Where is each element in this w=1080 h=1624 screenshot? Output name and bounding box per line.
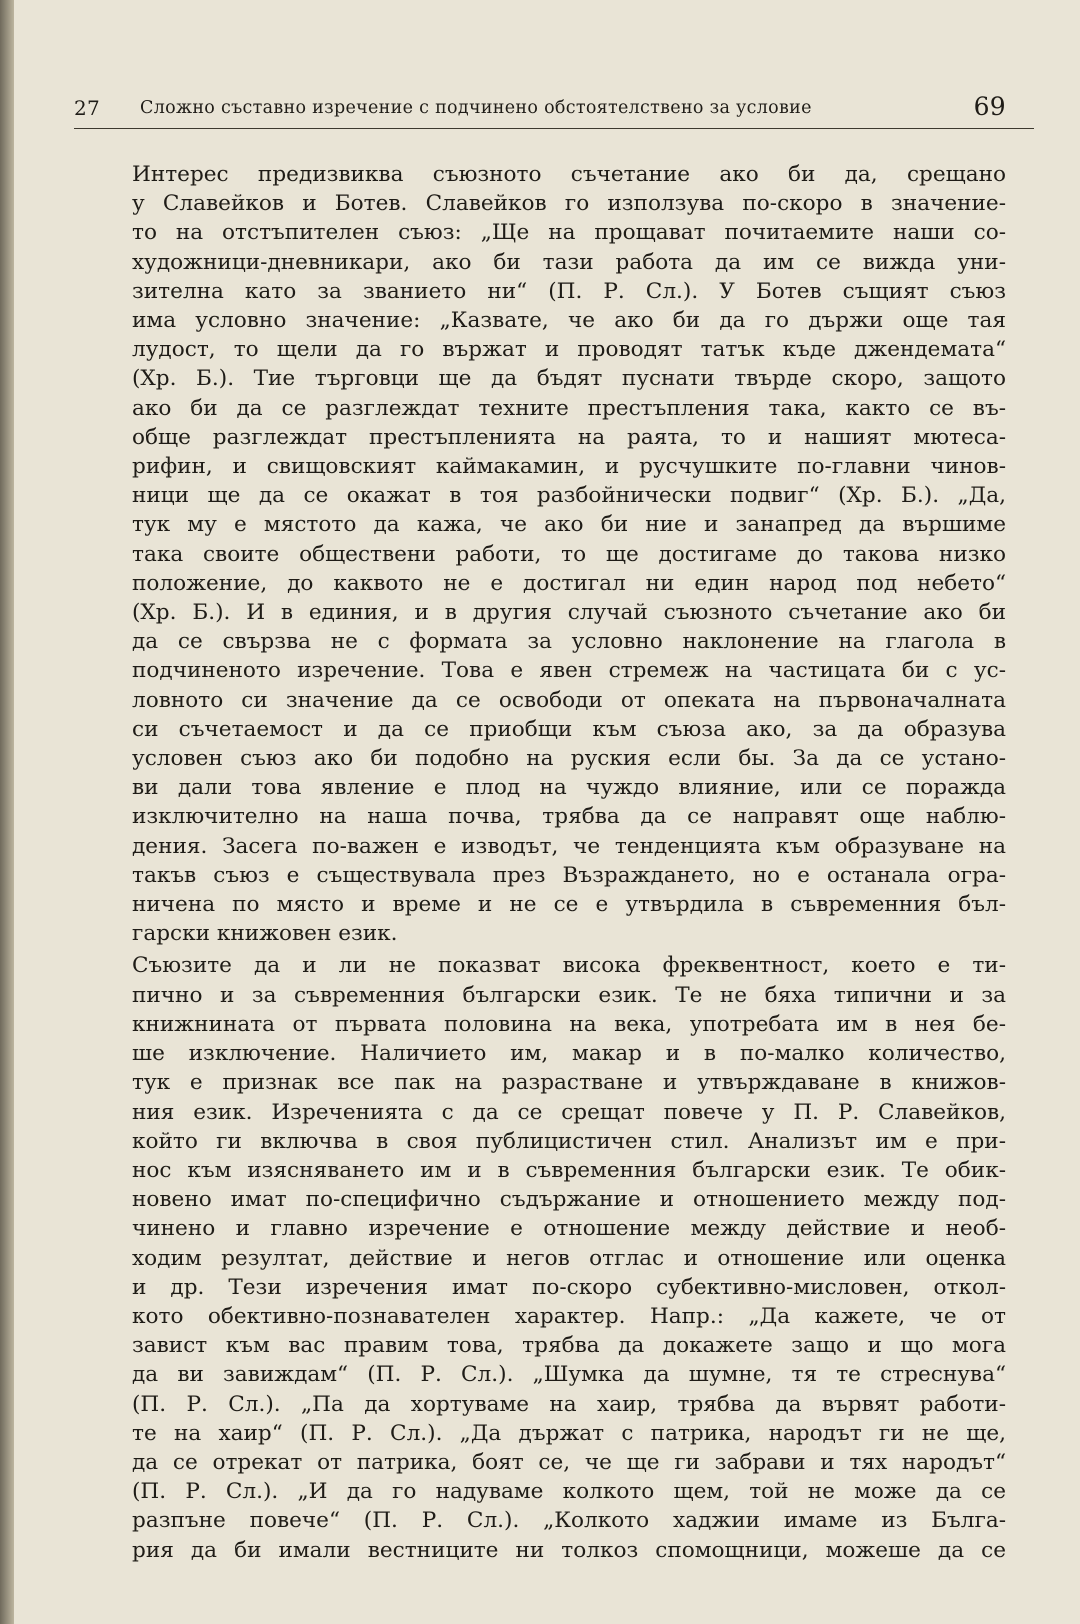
text-line: подчиненото изречение. Това е явен стремеж на частицата би с ус- <box>132 658 1006 684</box>
text-line: ако би да се разглеждат техните престъпления така, както се въ- <box>132 395 1006 421</box>
text-line: гарски книжовен език. <box>132 921 398 947</box>
text-line: да се отрекат от патрика, боят се, че ще ги забрави и тях народът“ <box>132 1449 1006 1475</box>
text-line: те на хаир“ (П. Р. Сл.). „Да държат с патрика, народът ги не ще, <box>132 1420 1006 1446</box>
text-line: зителна като за званието ни“ (П. Р. Сл.). У Ботев същият съюз <box>132 278 1006 304</box>
text-line: чинено и главно изречение е отношение между действие и необ- <box>132 1216 1006 1242</box>
page-number: 69 <box>973 92 1006 121</box>
text-line: ния език. Изреченията с да се срещат повече у П. Р. Славейков, <box>132 1099 1006 1125</box>
text-line: (Хр. Б.). И в единия, и в другия случай съюзното съчетание ако би <box>132 600 1006 626</box>
text-line: рия да би имали вестниците ни толкоз спомощници, можеше да се <box>132 1537 1006 1563</box>
text-line: ше изключение. Наличието им, макар и в по-малко количество, <box>132 1041 1006 1067</box>
text-line: условен съюз ако би подобно на руския если бы. За да се устано- <box>132 746 1006 772</box>
text-line: рифин, и свищовският каймакамин, и русчушките по-главни чинов- <box>132 454 1006 480</box>
text-line: нос към изясняването им и в съвременния български език. Те обик- <box>132 1157 1006 1183</box>
text-line: да се свързва не с формата за условно наклонение на глагола в <box>132 629 1006 655</box>
text-line: завист към вас правим това, трябва да докажете защо и що мога <box>132 1333 1006 1359</box>
book-page <box>14 0 1080 1624</box>
paragraph-1 <box>74 160 1006 948</box>
text-line: изключително на наша почва, трябва да се направят още наблю- <box>132 804 1006 830</box>
paragraph-2 <box>74 951 1006 1564</box>
text-line: който ги включва в своя публицистичен стил. Анализът им е при- <box>132 1128 1006 1154</box>
section-number: 27 <box>74 96 101 120</box>
text-line: ви дали това явление е плод на чуждо влияние, или се поражда <box>132 775 1006 801</box>
book-gutter-shadow <box>0 0 14 1624</box>
text-line: кото обективно-познавателен характер. Напр.: „Да кажете, че от <box>132 1303 1006 1329</box>
text-line: си съчетаемост и да се приобщи към съюза ако, за да образува <box>132 716 1006 742</box>
text-line: тук е признак все пак на разрастване и утвърждаване в книжов- <box>132 1070 1006 1096</box>
text-line: (П. Р. Сл.). „И да го надуваме колкото щем, той не може да се <box>132 1479 1006 1505</box>
text-line: книжнината от първата половина на века, употребата им в нея бе- <box>132 1011 1006 1037</box>
text-line: у Славейков и Ботев. Славейков го използува по-скоро в значение- <box>132 191 1006 217</box>
text-line: (П. Р. Сл.). „Па да хортуваме на хаир, трябва да вървят работи- <box>132 1391 1006 1417</box>
text-line: дения. Засега по-важен е изводът, че тенденцията към образуване на <box>132 833 1006 859</box>
text-line: то на отстъпителен съюз: „Ще на прощават почитаемите наши со- <box>132 220 1006 246</box>
text-line: такъв съюз е съществувала през Възраждането, но е останала огра- <box>132 862 1006 888</box>
text-line: да ви завиждам“ (П. Р. Сл.). „Шумка да шумне, тя те стреснува“ <box>132 1362 1006 1388</box>
text-line: (Хр. Б.). Тие търговци ще да бъдят пуснати твърде скоро, защото <box>132 366 1006 392</box>
running-header <box>74 92 1034 129</box>
text-line: ничена по място и време и не се е утвърдила в съвременния бъл- <box>132 892 1006 918</box>
text-line: положение, до каквото не е достигал ни един народ под небето“ <box>132 570 1006 596</box>
text-line: ници ще да се окажат в тоя разбойнически подвиг“ (Хр. Б.). „Да, <box>132 483 1006 509</box>
text-line: има условно значение: „Казвате, че ако би да го държи още тая <box>132 308 1006 334</box>
text-line: Интерес предизвиква съюзното съчетание ако би да, срещано <box>132 162 1006 187</box>
text-line: лудост, то щели да го вържат и проводят татък къде джендемата“ <box>132 337 1006 363</box>
text-line: ловното си значение да се освободи от опеката на първоначалната <box>132 687 1006 713</box>
running-title: Сложно съставно изречение с подчинено обстоятелствено за условие <box>140 98 812 118</box>
text-line: Съюзите да и ли не показват висока фреквентност, което е ти- <box>132 953 1006 979</box>
text-line: тук му е мястото да кажа, че ако би ние и занапред да вършиме <box>132 512 1006 538</box>
text-line: новено имат по-специфично съдържание и отношението между под- <box>132 1187 1006 1213</box>
text-line: художници-дневникари, ако би тази работа да им се вижда уни- <box>132 249 1006 275</box>
body-text <box>74 160 1006 1565</box>
text-line: разпъне повече“ (П. Р. Сл.). „Колкото хаджии имаме из Бълга- <box>132 1508 1006 1534</box>
text-line: така своите обществени работи, то ще достигаме до такова низко <box>132 541 1006 567</box>
text-line: ходим резултат, действие и негов отглас и отношение или оценка <box>132 1245 1006 1271</box>
text-line: пично и за съвременния български език. Те не бяха типични и за <box>132 982 1006 1008</box>
text-line: обще разглеждат престъпленията на раята, то и нашият мютеса- <box>132 424 1006 450</box>
text-line: и др. Тези изречения имат по-скоро субективно-мисловен, откол- <box>132 1274 1006 1300</box>
